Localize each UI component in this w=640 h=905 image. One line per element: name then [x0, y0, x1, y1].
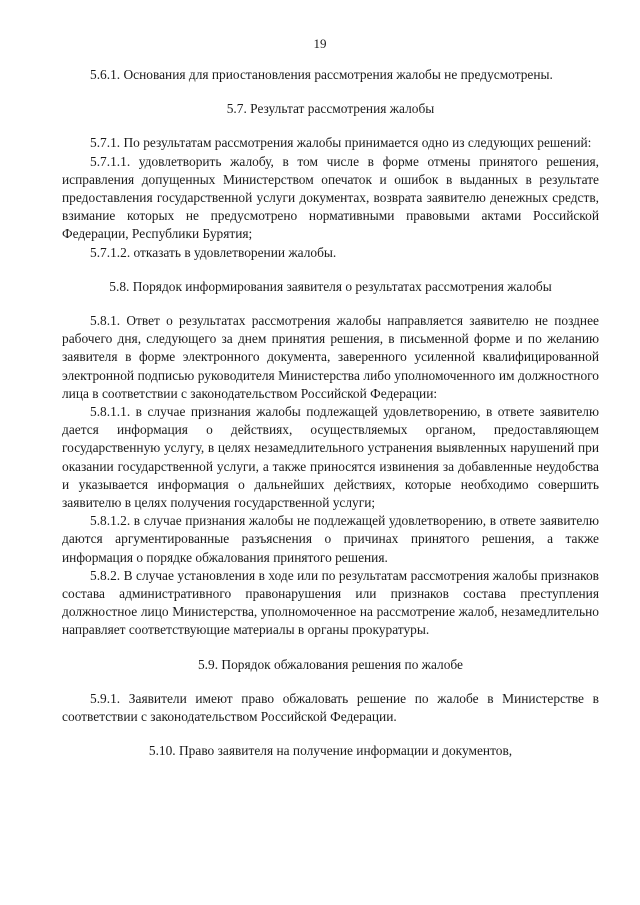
paragraph-5-8-1: 5.8.1. Ответ о результатах рассмотрения жалобы направляется заявителю не позднее рабочего дня, следующего за днем принятия решения, в письменной форме и по желанию заявителя в форме электронного документа, заверенного усиленной квалифицированной электронной подписью руководителя Министерства либо уполномоченного им должностного лица в соответствии с законодательством Российской Федерации: [62, 313, 599, 401]
section-heading-5-8: 5.8. Порядок информирования заявителя о результатах рассмотрения жалобы [109, 278, 552, 294]
paragraph-5-7-1-1: 5.7.1.1. удовлетворить жалобу, в том числе в форме отмены принятого решения, исправления допущенных Министерством опечаток и ошибок в выданных в результате предоставления государственной услуги документах, возврата заявителю денежных средств, взимание которых не предусмотрено нормативными правовыми актами Российской Федерации, Республики Бурятия; [62, 153, 599, 242]
paragraph-5-7-1-2: 5.7.1.2. отказать в удовлетворении жалобы. [90, 244, 337, 260]
paragraph-5-8-1-1: 5.8.1.1. в случае признания жалобы подлежащей удовлетворению, в ответе заявителю дается информация о действиях, осуществляемых органом, предоставляющем государственную услугу, в целях незамедлительного устранения выявленных нарушений при оказании государственной услуги, а также приносятся извинения за добавленные неудобства и указывается информация о дальнейших действиях, которые необходимо совершить заявителю в целях получения государственной услуги; [62, 404, 599, 511]
document-body [62, 66, 599, 761]
page-number: 19 [313, 36, 327, 51]
section-heading-5-7: 5.7. Результат рассмотрения жалобы [226, 101, 435, 117]
paragraph-5-6-1: 5.6.1. Основания для приостановления рассмотрения жалобы не предусмотрены. [90, 67, 553, 82]
section-heading-5-10: 5.10. Право заявителя на получение информации и документов, [148, 743, 513, 759]
paragraph-5-8-2: 5.8.2. В случае установления в ходе или по результатам рассмотрения жалобы признаков состава административного правонарушения или признаков состава преступления должностное лицо Министерства, уполномоченное на рассмотрение жалоб, незамедлительно направляет соответствующие материалы в органы прокуратуры. [62, 567, 599, 638]
paragraph-5-9-1: 5.9.1. Заявители имеют право обжаловать решение по жалобе в Министерстве в соответствии с законодательством Российской Федерации. [62, 690, 599, 725]
section-heading-5-9: 5.9. Порядок обжалования решения по жалобе [197, 656, 464, 672]
paragraph-5-8-1-2: 5.8.1.2. в случае признания жалобы не подлежащей удовлетворению, в ответе заявителю даются аргументированные разъяснения о причинах принятого решения, а также информация о порядке обжалования принятого решения. [62, 513, 599, 565]
paragraph-5-7-1: 5.7.1. По результатам рассмотрения жалобы принимается одно из следующих решений: [90, 135, 592, 151]
